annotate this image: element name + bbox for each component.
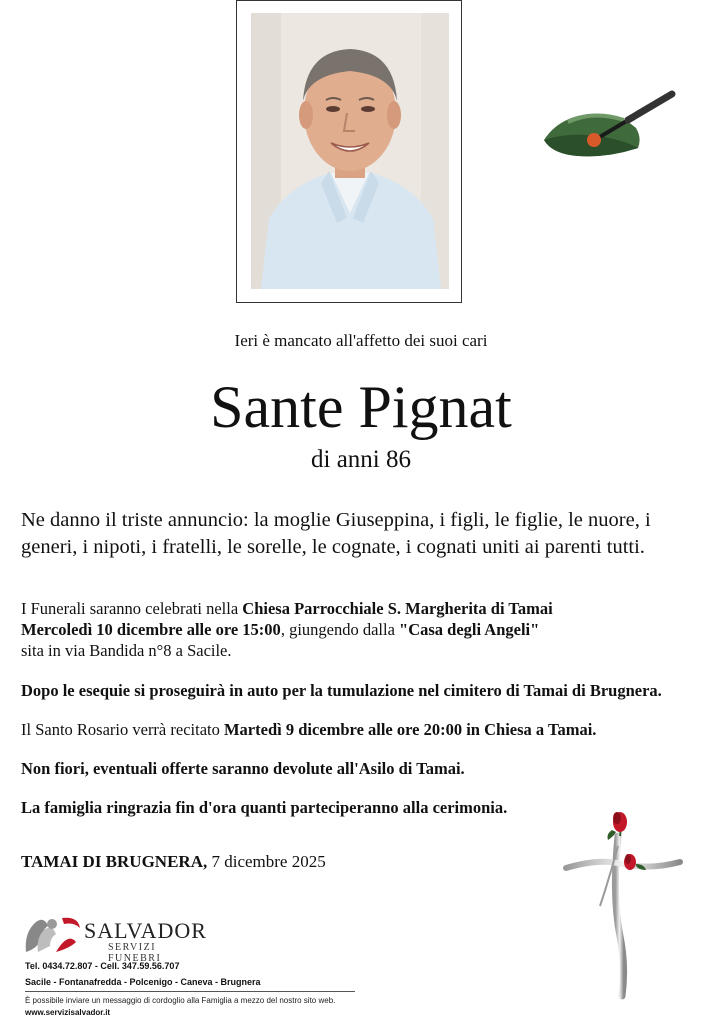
portrait-frame xyxy=(236,0,462,303)
funeral-text-1: I Funerali saranno celebrati nella xyxy=(21,599,243,618)
place-date: 7 dicembre 2025 xyxy=(207,852,326,871)
footer-divider xyxy=(25,991,355,992)
church-name: Chiesa Parrocchiale S. Margherita di Tamai xyxy=(242,599,553,618)
family-thanks: La famiglia ringrazia fin d'ora quanti parteciperanno alla cerimonia. xyxy=(21,798,508,817)
contact-numbers: Tel. 0434.72.807 - Cell. 347.59.56.707 xyxy=(25,961,180,971)
intro-line: Ieri è mancato all'affetto dei suoi cari xyxy=(234,331,488,350)
deceased-age: di anni 86 xyxy=(311,446,411,473)
funeral-text-2: , giungendo dalla xyxy=(280,620,400,639)
website-link[interactable]: www.servizisalvador.it xyxy=(25,1008,111,1017)
logo-name: SALVADOR xyxy=(84,918,207,943)
funeral-date: Mercoledì 10 dicembre alle ore 15:00 xyxy=(21,620,281,639)
announcement-text: Ne danno il triste annuncio: la moglie Giuseppina, i figli, le figlie, le nuore, i generi, i nipoti, i fratelli, le sorelle, le cognate, i cognati uniti ai parenti tutti. xyxy=(21,509,651,558)
rose-cross-image xyxy=(560,806,685,1002)
burial-notice: Dopo le esequie si proseguirà in auto per la tumulazione nel cimitero di Tamai di Brugnera. xyxy=(21,681,662,700)
rosary-date: Martedì 9 dicembre alle ore 20:00 in Chiesa a Tamai. xyxy=(223,720,597,739)
funeral-text-3: sita in via Bandida n°8 a Sacile. xyxy=(21,641,232,660)
portrait-photo xyxy=(251,13,449,289)
flowers-notice: Non fiori, eventuali offerte saranno devolute all'Asilo di Tamai. xyxy=(21,759,465,778)
funeral-details xyxy=(21,598,701,661)
logo-subtitle: SERVIZI FUNEBRI xyxy=(108,942,162,964)
rosary-text: Il Santo Rosario verrà recitato xyxy=(21,720,224,739)
salvador-logo xyxy=(22,912,207,964)
home-name: "Casa degli Angeli" xyxy=(399,620,540,639)
rosary-notice xyxy=(21,719,701,740)
condolence-notice: È possibile inviare un messaggio di cordoglio alla Famiglia a mezzo del nostro sito web. xyxy=(25,996,336,1005)
deceased-name: Sante Pignat xyxy=(210,374,512,440)
angel-logo-icon xyxy=(22,912,82,956)
place-town: TAMAI DI BRUGNERA, xyxy=(21,852,208,871)
alpine-hat-image xyxy=(538,88,676,168)
office-towns: Sacile - Fontanafredda - Polcenigo - Caneva - Brugnera xyxy=(25,977,261,987)
place-and-date xyxy=(21,852,326,872)
